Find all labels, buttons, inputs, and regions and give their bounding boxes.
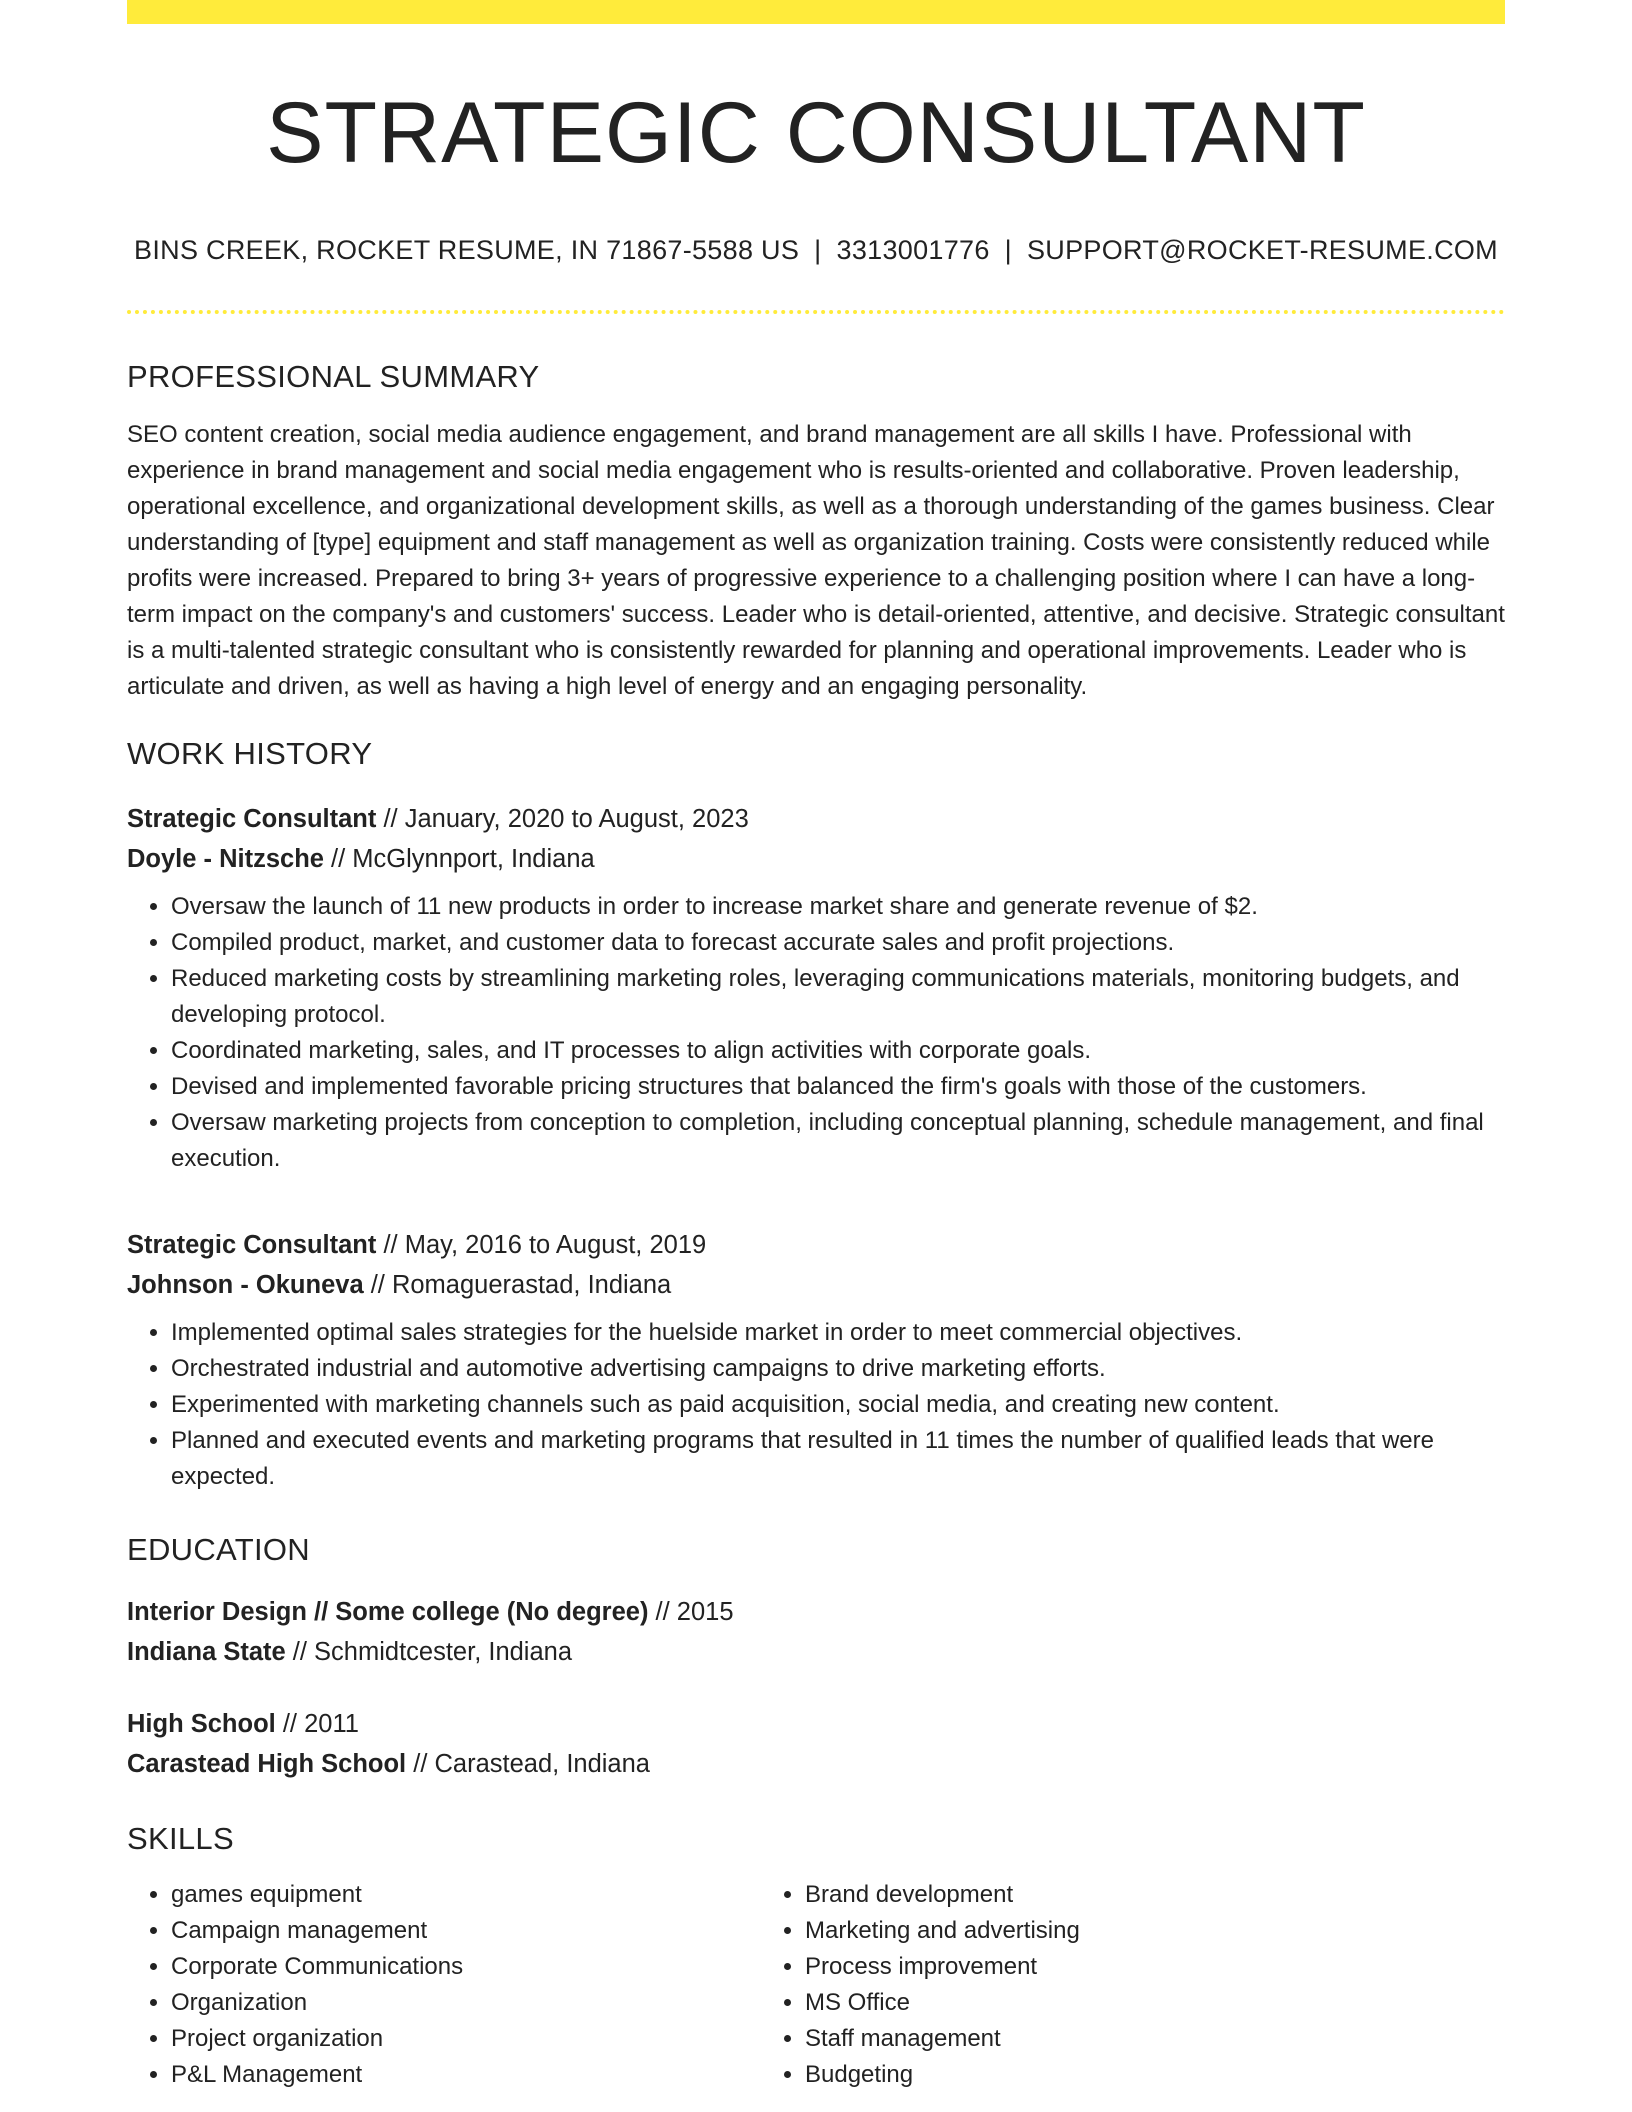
- education-degree: High School: [127, 1709, 276, 1738]
- job-bullet: • Implemented optimal sales strategies for the huelside market in order to meet commercial objectives.: [171, 1315, 1505, 1351]
- skill-item: • Brand development: [805, 1877, 1441, 1913]
- education-year: // 2011: [275, 1709, 359, 1738]
- contact-address: BINS CREEK, ROCKET RESUME, IN 71867-5588 US: [134, 235, 800, 266]
- skill-item: • Project organization: [171, 2021, 761, 2057]
- job-title-line: [127, 1225, 1505, 1265]
- resume-page: [127, 0, 1505, 2093]
- skills-columns: [127, 1877, 1505, 2093]
- skill-item: • Budgeting: [805, 2057, 1441, 2093]
- education-degree-line: [127, 1704, 1505, 1744]
- skill-item: • Process improvement: [805, 1949, 1441, 1985]
- education-school: Indiana State: [127, 1637, 286, 1666]
- skill-item: • Staff management: [805, 2021, 1441, 2057]
- skill-item: • Marketing and advertising: [805, 1913, 1441, 1949]
- job-bullet: • Reduced marketing costs by streamlining marketing roles, leveraging communications materials, monitoring budgets, and developing protocol.: [171, 961, 1505, 1033]
- education-entry: [127, 1592, 1505, 1672]
- job-dates: // May, 2016 to August, 2019: [376, 1230, 707, 1259]
- job-company-line: [127, 839, 1505, 879]
- education-degree: Interior Design // Some college (No degree): [127, 1597, 649, 1626]
- education-entry: [127, 1704, 1505, 1784]
- job-bullets: [127, 1315, 1505, 1495]
- education-school-line: [127, 1632, 1505, 1672]
- skill-item: • games equipment: [171, 1877, 761, 1913]
- education-degree-line: [127, 1592, 1505, 1632]
- job-bullet: • Oversaw marketing projects from conception to completion, including conceptual planning, schedule management, and final execution.: [171, 1105, 1505, 1177]
- education-location: // Carastead, Indiana: [406, 1749, 650, 1778]
- accent-top-bar: [127, 0, 1505, 24]
- job-entry: [127, 799, 1505, 1177]
- work-history-heading: WORK HISTORY: [127, 736, 373, 772]
- job-bullet: • Coordinated marketing, sales, and IT processes to align activities with corporate goals.: [171, 1033, 1505, 1069]
- job-company: Johnson - Okuneva: [127, 1270, 364, 1299]
- job-bullet: • Oversaw the launch of 11 new products in order to increase market share and generate revenue of $2.: [171, 889, 1505, 925]
- skill-item: • Corporate Communications: [171, 1949, 761, 1985]
- job-bullet: • Planned and executed events and marketing programs that resulted in 11 times the number of qualified leads that were expected.: [171, 1423, 1505, 1495]
- job-bullet: • Experimented with marketing channels such as paid acquisition, social media, and creating new content.: [171, 1387, 1505, 1423]
- contact-line: [127, 233, 1505, 268]
- skill-item: • Campaign management: [171, 1913, 761, 1949]
- education-year: // 2015: [648, 1597, 734, 1626]
- resume-name: STRATEGIC CONSULTANT: [266, 85, 1366, 181]
- job-location: // McGlynnport, Indiana: [323, 844, 595, 873]
- skills-list-left: [127, 1877, 761, 2093]
- job-dates: // January, 2020 to August, 2023: [376, 804, 749, 833]
- job-bullet: • Compiled product, market, and customer data to forecast accurate sales and profit projections.: [171, 925, 1505, 961]
- summary-heading: PROFESSIONAL SUMMARY: [127, 359, 540, 395]
- skill-item: • P&L Management: [171, 2057, 761, 2093]
- skill-item: • MS Office: [805, 1985, 1441, 2021]
- job-company: Doyle - Nitzsche: [127, 844, 324, 873]
- contact-phone: 3313001776: [836, 235, 990, 266]
- education-school: Carastead High School: [127, 1749, 407, 1778]
- skill-item: • Organization: [171, 1985, 761, 2021]
- skills-heading: SKILLS: [127, 1820, 234, 1856]
- education-heading: EDUCATION: [127, 1531, 310, 1567]
- job-role: Strategic Consultant: [127, 1230, 377, 1259]
- job-company-line: [127, 1265, 1505, 1305]
- job-role: Strategic Consultant: [127, 804, 377, 833]
- contact-separator: |: [1004, 235, 1012, 266]
- dotted-divider: [127, 310, 1505, 314]
- job-location: // Romaguerastad, Indiana: [363, 1270, 672, 1299]
- job-bullet: • Orchestrated industrial and automotive advertising campaigns to drive marketing efforts.: [171, 1351, 1505, 1387]
- job-entry: [127, 1225, 1505, 1495]
- job-bullets: [127, 889, 1505, 1177]
- contact-separator: |: [814, 235, 822, 266]
- education-school-line: [127, 1744, 1505, 1784]
- contact-email: SUPPORT@ROCKET-RESUME.COM: [1027, 235, 1498, 266]
- job-title-line: [127, 799, 1505, 839]
- education-location: // Schmidtcester, Indiana: [285, 1637, 573, 1666]
- job-bullet: • Devised and implemented favorable pricing structures that balanced the firm's goals with those of the customers.: [171, 1069, 1505, 1105]
- summary-text: SEO content creation, social media audience engagement, and brand management are all skills I have. Professional with experience in brand management and social media engagement who is results-oriented and collaborative. Proven leadership, operational excellence, and organizational development skills, as well as a thorough understanding of the games business. Clear understanding of [type] equipment and staff management as well as organization training. Costs were consistently reduced while profits were increased. Prepared to bring 3+ years of progressive experience to a challenging position where I can have a long-term impact on the company's and customers' success. Leader who is detail-oriented, attentive, and decisive. Strategic consultant is a multi-talented strategic consultant who is consistently rewarded for planning and operational improvements. Leader who is articulate and driven, as well as having a high level of energy and an engaging personality.: [127, 421, 1505, 701]
- skills-list-right: [761, 1877, 1441, 2093]
